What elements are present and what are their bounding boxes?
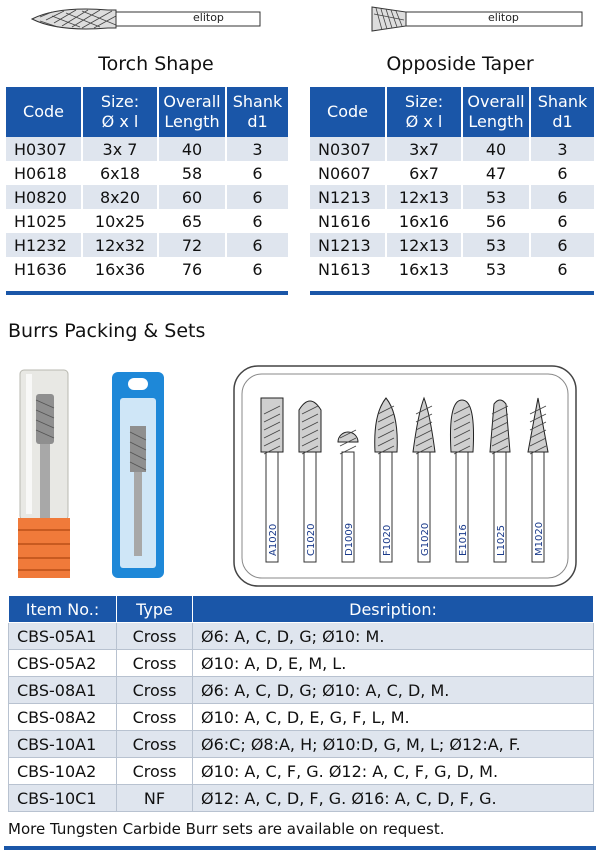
table-cell: CBS-08A2: [9, 704, 117, 731]
taper-title: Opposide Taper: [386, 53, 534, 75]
table-row: [310, 209, 594, 233]
table-cell: N1213: [310, 233, 386, 257]
table-cell: N1213: [310, 185, 386, 209]
table-cell: CBS-08A1: [9, 677, 117, 704]
table-row: [9, 704, 594, 731]
table-cell: 16x13: [386, 257, 462, 281]
table-cell: 3x 7: [82, 137, 158, 161]
sets-table: [8, 596, 594, 812]
column-header: Overall Length: [462, 87, 530, 137]
table-row: [310, 257, 594, 281]
column-header: Code: [6, 87, 82, 137]
table-row: [6, 233, 288, 257]
table-row: [9, 650, 594, 677]
table-cell: 8x20: [82, 185, 158, 209]
taper-spec-table: [310, 87, 594, 281]
case-burr-label: F1020: [382, 524, 393, 556]
taper-burr-illustration: [370, 4, 585, 34]
table-cell: 12x13: [386, 185, 462, 209]
table-cell: NF: [117, 785, 193, 812]
torch-brand-label: elitop: [193, 11, 224, 24]
table-cell: N1616: [310, 209, 386, 233]
taper-brand-label: elitop: [488, 11, 519, 24]
table-cell: 3x7: [386, 137, 462, 161]
table-cell: 3: [530, 137, 594, 161]
case-burr-label: G1020: [420, 522, 431, 556]
table-row: [310, 233, 594, 257]
case-burr-label: L1025: [496, 524, 507, 556]
column-header: Shank d1: [530, 87, 594, 137]
table-cell: H0307: [6, 137, 82, 161]
table-row: [9, 677, 594, 704]
column-header: Overall Length: [158, 87, 226, 137]
table-cell: 47: [462, 161, 530, 185]
column-header: Size: Ø x l: [82, 87, 158, 137]
table-row: [310, 161, 594, 185]
table-header-row: [9, 596, 594, 623]
table-cell: Ø10: A, D, E, M, L.: [193, 650, 594, 677]
taper-table-bottom-rule: [310, 291, 594, 295]
table-cell: 6: [226, 185, 288, 209]
case-burr-label: M1020: [534, 521, 545, 556]
case-burr-label: E1016: [458, 524, 469, 556]
torch-spec-table: [6, 87, 288, 281]
column-header: Shank d1: [226, 87, 288, 137]
table-cell: 6: [226, 161, 288, 185]
table-cell: 6x18: [82, 161, 158, 185]
table-row: [6, 185, 288, 209]
table-cell: 6: [530, 185, 594, 209]
table-header-row: [310, 87, 594, 137]
table-cell: 56: [462, 209, 530, 233]
table-cell: CBS-05A2: [9, 650, 117, 677]
column-header: Code: [310, 87, 386, 137]
clear-tube-package: [14, 368, 74, 580]
table-cell: 6: [226, 257, 288, 281]
table-cell: N1613: [310, 257, 386, 281]
table-cell: 76: [158, 257, 226, 281]
table-cell: CBS-10A2: [9, 758, 117, 785]
table-cell: H0618: [6, 161, 82, 185]
table-cell: 6x7: [386, 161, 462, 185]
table-cell: 6: [530, 209, 594, 233]
table-cell: 40: [158, 137, 226, 161]
table-cell: 12x13: [386, 233, 462, 257]
table-cell: 6: [226, 233, 288, 257]
table-cell: N0607: [310, 161, 386, 185]
table-cell: 65: [158, 209, 226, 233]
table-cell: 6: [530, 257, 594, 281]
table-row: [6, 209, 288, 233]
case-burr-label: C1020: [306, 523, 317, 556]
table-cell: Cross: [117, 731, 193, 758]
torch-burr-illustration: [28, 4, 263, 34]
table-cell: Ø6:C; Ø8:A, H; Ø10:D, G, M, L; Ø12:A, F.: [193, 731, 594, 758]
table-cell: CBS-05A1: [9, 623, 117, 650]
column-header: Size: Ø x l: [386, 87, 462, 137]
table-cell: H0820: [6, 185, 82, 209]
table-cell: 58: [158, 161, 226, 185]
table-cell: Cross: [117, 677, 193, 704]
table-cell: Cross: [117, 623, 193, 650]
table-cell: 3: [226, 137, 288, 161]
table-row: [310, 185, 594, 209]
table-row: [6, 137, 288, 161]
table-cell: 16x16: [386, 209, 462, 233]
table-cell: 16x36: [82, 257, 158, 281]
table-cell: 40: [462, 137, 530, 161]
table-row: [9, 785, 594, 812]
table-cell: 6: [226, 209, 288, 233]
table-cell: Ø10: A, C, F, G. Ø12: A, C, F, G, D, M.: [193, 758, 594, 785]
table-cell: 60: [158, 185, 226, 209]
table-row: [6, 257, 288, 281]
table-cell: 53: [462, 257, 530, 281]
table-cell: H1025: [6, 209, 82, 233]
table-cell: Ø6: A, C, D, G; Ø10: M.: [193, 623, 594, 650]
table-cell: Cross: [117, 704, 193, 731]
table-row: [6, 161, 288, 185]
table-row: [9, 731, 594, 758]
table-cell: CBS-10A1: [9, 731, 117, 758]
table-row: [9, 623, 594, 650]
table-cell: Ø6: A, C, D, G; Ø10: A, C, D, M.: [193, 677, 594, 704]
table-cell: 6: [530, 233, 594, 257]
column-header: Type: [117, 596, 193, 623]
case-burr-label: A1020: [268, 523, 279, 556]
table-cell: N0307: [310, 137, 386, 161]
table-row: [9, 758, 594, 785]
table-cell: H1636: [6, 257, 82, 281]
table-cell: Cross: [117, 758, 193, 785]
table-cell: H1232: [6, 233, 82, 257]
table-cell: 12x32: [82, 233, 158, 257]
table-cell: 10x25: [82, 209, 158, 233]
table-cell: Ø10: A, C, D, E, G, F, L, M.: [193, 704, 594, 731]
torch-table-bottom-rule: [6, 291, 288, 295]
table-cell: CBS-10C1: [9, 785, 117, 812]
torch-title: Torch Shape: [98, 53, 214, 75]
footer-note: More Tungsten Carbide Burr sets are available on request.: [8, 820, 445, 838]
case-burr-label: D1009: [344, 522, 355, 556]
table-cell: 53: [462, 233, 530, 257]
table-cell: Ø12: A, C, D, F, G. Ø16: A, C, D, F, G.: [193, 785, 594, 812]
blue-clip-package: [110, 370, 166, 580]
footer-rule: [4, 846, 596, 850]
column-header: Desription:: [193, 596, 594, 623]
column-header: Item No.:: [9, 596, 117, 623]
table-row: [310, 137, 594, 161]
sets-section-title: Burrs Packing & Sets: [8, 320, 206, 342]
table-header-row: [6, 87, 288, 137]
table-cell: 6: [530, 161, 594, 185]
table-cell: Cross: [117, 650, 193, 677]
table-cell: 53: [462, 185, 530, 209]
table-cell: 72: [158, 233, 226, 257]
burr-set-case: [232, 364, 578, 588]
